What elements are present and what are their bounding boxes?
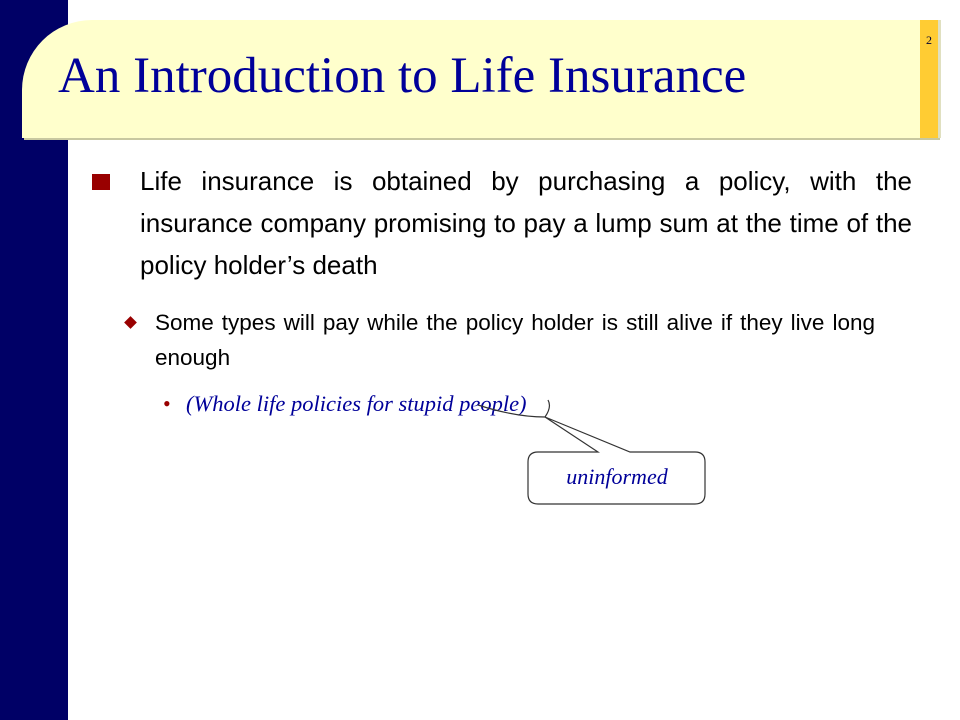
- bullet-level-1-text: Life insurance is obtained by purchasing a policy, with the insurance company promising to pay a lump sum at the time of the policy holder’s death: [140, 166, 912, 280]
- callout-text: uninformed: [566, 464, 668, 489]
- dot-bullet-icon: •: [163, 391, 171, 416]
- slide-number: 2: [926, 33, 932, 47]
- slide-title: An Introduction to Life Insurance: [58, 48, 747, 104]
- bullet-level-2-text: Some types will pay while the policy holder is still alive if they live long enough: [155, 310, 875, 370]
- bullet-level-3-text: (Whole life policies for stupid people): [186, 391, 527, 416]
- callout-shape: [528, 417, 705, 504]
- callout-strike-mark: [478, 400, 549, 417]
